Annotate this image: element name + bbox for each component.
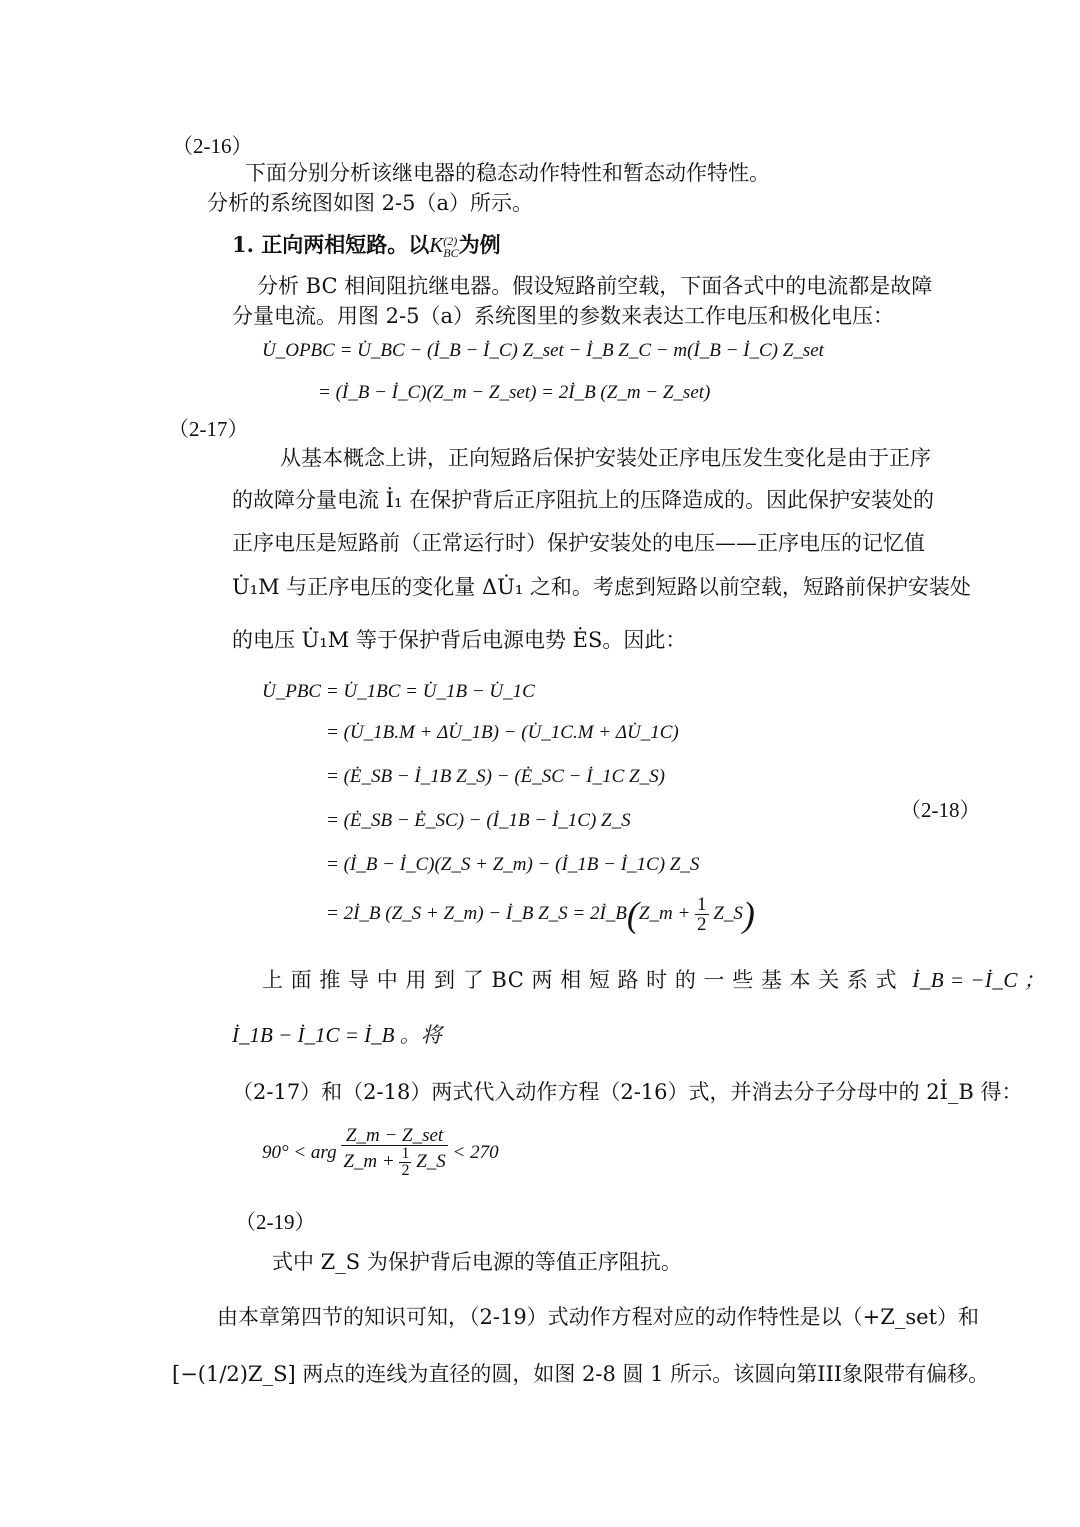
paragraph-e-line-1: 式中 Z_S 为保护背后电源的等值正序阻抗。 — [272, 1250, 682, 1274]
equation-label-2-17: （2-17） — [168, 417, 249, 441]
equation-label-2-19: （2-19） — [235, 1210, 316, 1234]
paragraph-c-line-1: 上 面 推 导 中 用 到 了 BC 两 相 短 路 时 的 一 些 基 本 关 系 式 İ_B = −İ_C ； — [262, 968, 1046, 992]
equation-2-18-line-3: = (Ė_SB − İ_1B Z_S) − (Ė_SC − İ_1C Z_S) — [326, 766, 665, 787]
paragraph-d-line-1: （2-17）和（2-18）两式代入动作方程（2-16）式，并消去分子分母中的 2İ_B 得： — [232, 1080, 1023, 1104]
equation-2-19-fraction: Z_m − Z_set Z_m + $\frac{1}{2}$ Z_S — [343, 1125, 446, 1179]
equation-2-18-line-5: = (İ_B − İ_C)(Z_S + Z_m) − (İ_1B − İ_1C) Z_S — [326, 854, 700, 875]
paragraph-b-line-5: 的电压 U̇₁M 等于保护背后电源电势 ĖS。因此： — [232, 628, 687, 652]
equation-2-18-line-6: = 2İ_B (Z_S + Z_m) − İ_B Z_S = 2İ_B(Z_m + $\frac{1}{2}$ Z_S) — [326, 894, 755, 935]
equation-2-19: 90° < arg Z_m − Z_set Z_m + $\frac{1}{2}$ Z_S < 270 — [262, 1125, 499, 1179]
equation-label-2-16: （2-16） — [172, 134, 253, 158]
paragraph-a-line-1: 分析 BC 相间阻抗继电器。假设短路前空载，下面各式中的电流都是故障 — [257, 274, 933, 298]
paragraph-f-line-2: [−(1/2)Z_S] 两点的连线为直径的圆，如图 2-8 圆 1 所示。该圆向第III象限带有偏移。 — [172, 1362, 990, 1386]
paragraph-b-line-4: U̇₁M 与正序电压的变化量 ΔU̇₁ 之和。考虑到短路以前空载，短路前保护安装处 — [232, 575, 971, 599]
paragraph-b-line-3: 正序电压是短路前（正常运行时）保护安装处的电压——正序电压的记忆值 — [232, 531, 925, 555]
paragraph-b-line-2: 的故障分量电流 İ₁ 在保护背后正序阻抗上的压降造成的。因此保护安装处的 — [232, 488, 935, 512]
equation-2-18-line-1: U̇_PBC = U̇_1BC = U̇_1B − U̇_1C — [262, 681, 535, 702]
section-heading-1 — [232, 234, 501, 259]
equation-2-17-line-1: U̇_OPBC = U̇_BC − (İ_B − İ_C) Z_set − İ_B Z_C − m(İ_B − İ_C) Z_set — [262, 340, 824, 361]
paragraph-a-line-2: 分量电流。用图 2-5（a）系统图里的参数来表达工作电压和极化电压： — [232, 304, 895, 328]
equation-2-17-line-2: = (İ_B − İ_C)(Z_m − Z_set) = 2İ_B (Z_m − Z_set) — [318, 382, 711, 403]
equation-2-18-line-4: = (Ė_SB − Ė_SC) − (İ_1B − İ_1C) Z_S — [326, 810, 631, 831]
section-heading-tail: 为例 — [458, 232, 501, 257]
equation-label-2-18: （2-18） — [900, 798, 981, 822]
paragraph-b-line-1: 从基本概念上讲，正向短路后保护安装处正序电压发生变化是由于正序 — [280, 446, 931, 470]
intro-line-2: 分析的系统图如图 2-5（a）所示。 — [207, 191, 534, 215]
section-heading-text: 1. 正向两相短路。以 — [232, 232, 430, 257]
k-bc-symbol: K (2) BC — [429, 233, 459, 261]
paragraph-f-line-1: 由本章第四节的知识可知，（2-19）式动作方程对应的动作特性是以（+Z_set）和 — [217, 1305, 980, 1329]
equation-2-18-line-2: = (U̇_1B.M + ΔU̇_1B) − (U̇_1C.M + ΔU̇_1C) — [326, 722, 679, 743]
paragraph-c-line-2: İ_1B − İ_1C = İ_B 。将 — [232, 1023, 442, 1047]
one-half-fraction: $\frac{1}{2}$ — [697, 894, 707, 935]
intro-line-1: 下面分别分析该继电器的稳态动作特性和暂态动作特性。 — [245, 161, 770, 185]
